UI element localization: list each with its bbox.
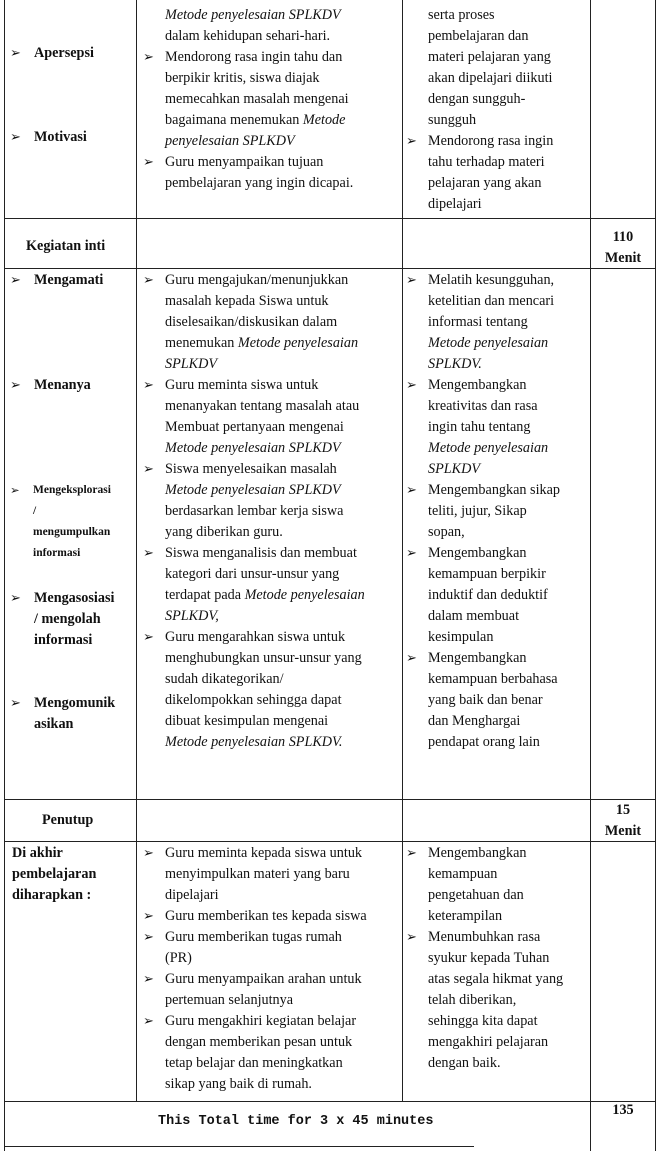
- phase-label: diharapkan :: [12, 887, 92, 903]
- text-segment: bagaimana menemukan: [165, 112, 303, 128]
- phase-label: informasi: [33, 547, 81, 559]
- text-line: [428, 990, 516, 1011]
- section-time-value: 15: [615, 802, 631, 818]
- text-line: [428, 26, 528, 47]
- arrow-bullet-icon: ➢: [143, 846, 154, 861]
- arrow-bullet-icon: ➢: [406, 651, 417, 666]
- arrow-bullet-icon: ➢: [143, 630, 154, 645]
- text-segment: SPLKDV: [165, 356, 218, 372]
- text-segment: terdapat pada: [165, 587, 245, 603]
- arrow-bullet-icon: ➢: [143, 273, 154, 288]
- text-line: [165, 173, 353, 194]
- text-segment: Mendorong rasa ingin: [428, 133, 554, 149]
- text-segment: pelajaran yang akan: [428, 175, 542, 191]
- text-segment: sopan,: [428, 524, 465, 540]
- text-line: [428, 1011, 538, 1032]
- text-segment: Guru meminta siswa untuk: [165, 377, 319, 393]
- text-line: [165, 1053, 343, 1074]
- text-line: [428, 690, 543, 711]
- row-divider: [4, 268, 656, 269]
- text-line: [165, 89, 349, 110]
- text-segment: SPLKDV: [428, 461, 481, 477]
- text-line: [165, 68, 319, 89]
- row-divider: [4, 799, 656, 800]
- text-segment: sungguh: [428, 112, 477, 128]
- text-line: [165, 1032, 352, 1053]
- text-line: [428, 459, 480, 480]
- text-line: [165, 864, 350, 885]
- text-segment: induktif dan deduktif: [428, 587, 548, 603]
- phase-label: mengumpulkan: [33, 526, 111, 538]
- arrow-bullet-icon: ➢: [406, 273, 417, 288]
- text-line: [165, 396, 359, 417]
- text-line: [428, 585, 548, 606]
- arrow-bullet-icon: ➢: [10, 273, 21, 288]
- text-segment: penyelesaian SPLKDV: [165, 133, 295, 149]
- text-segment: dibuat kesimpulan mengenai: [165, 713, 329, 729]
- table-left-border: [4, 0, 5, 1151]
- text-line: [165, 270, 348, 291]
- text-segment: pertemuan selanjutnya: [165, 992, 294, 1008]
- text-segment: Guru mengakhiri kegiatan belajar: [165, 1013, 357, 1029]
- text-line: [428, 89, 525, 110]
- text-segment: dengan sungguh-: [428, 91, 526, 107]
- text-segment: ingin tahu tentang: [428, 419, 531, 435]
- text-segment: Siswa menganalisis dan membuat: [165, 545, 357, 561]
- text-segment: Guru mengarahkan siswa untuk: [165, 629, 346, 645]
- text-segment: kategori dari unsur-unsur yang: [165, 566, 340, 582]
- arrow-bullet-icon: ➢: [10, 378, 21, 393]
- text-line: [165, 501, 343, 522]
- phase-label: Di akhir: [12, 845, 63, 861]
- text-segment: Metode penyelesaian: [244, 587, 365, 603]
- text-line: [165, 110, 345, 131]
- text-line: [428, 194, 482, 215]
- text-line: [165, 47, 342, 68]
- text-line: [428, 152, 545, 173]
- text-segment: dan Menghargai: [428, 713, 521, 729]
- text-segment: dengan memberikan pesan untuk: [165, 1034, 353, 1050]
- arrow-bullet-icon: ➢: [143, 972, 154, 987]
- text-line: [165, 312, 337, 333]
- arrow-bullet-icon: ➢: [143, 546, 154, 561]
- text-line: [165, 711, 328, 732]
- text-line: [428, 927, 540, 948]
- text-line: [428, 417, 530, 438]
- text-segment: Metode penyelesaian: [237, 335, 359, 351]
- text-segment: Guru menyampaikan arahan untuk: [165, 971, 362, 987]
- text-line: [165, 438, 341, 459]
- text-segment: pendapat orang lain: [428, 734, 540, 750]
- text-line: [428, 969, 563, 990]
- arrow-bullet-icon: ➢: [406, 930, 417, 945]
- text-segment: dipelajari: [428, 196, 482, 212]
- arrow-bullet-icon: ➢: [406, 378, 417, 393]
- text-segment: Menumbuhkan rasa: [428, 929, 541, 945]
- text-line: [165, 648, 362, 669]
- text-segment: akan dipelajari diikuti: [428, 70, 553, 86]
- text-segment: kemampuan: [428, 866, 498, 882]
- text-segment: dalam membuat: [428, 608, 520, 624]
- text-line: [428, 606, 519, 627]
- text-line: [428, 333, 548, 354]
- text-line: [428, 438, 548, 459]
- table-col-divider-2: [402, 0, 403, 1101]
- phase-label: Menanya: [34, 377, 91, 393]
- text-line: [165, 585, 365, 606]
- text-segment: Siswa menyelesaikan masalah: [165, 461, 337, 477]
- text-segment: keterampilan: [428, 908, 503, 924]
- total-time-label: This Total time for 3 x 45 minutes: [158, 1114, 434, 1129]
- text-segment: masalah kepada Siswa untuk: [165, 293, 329, 309]
- text-segment: informasi tentang: [428, 314, 528, 330]
- text-line: [165, 564, 339, 585]
- text-segment: Mengembangkan: [428, 650, 527, 666]
- text-segment: menanyakan tentang masalah atau: [165, 398, 360, 414]
- text-line: [165, 732, 342, 753]
- text-segment: Guru menyampaikan tujuan: [165, 154, 324, 170]
- text-line: [428, 711, 520, 732]
- text-line: [165, 606, 219, 627]
- text-segment: memecahkan masalah mengenai: [165, 91, 349, 107]
- text-line: [165, 5, 341, 26]
- text-line: [428, 1053, 501, 1074]
- text-line: [165, 354, 217, 375]
- text-segment: dipelajari: [165, 887, 219, 903]
- text-segment: Metode penyelesaian SPLKDV: [165, 7, 341, 23]
- text-line: [428, 396, 538, 417]
- row-divider: [4, 1101, 656, 1102]
- text-segment: SPLKDV,: [165, 608, 219, 624]
- text-segment: Metode penyelesaian SPLKDV.: [165, 734, 343, 750]
- arrow-bullet-icon: ➢: [10, 696, 21, 711]
- text-line: [428, 543, 527, 564]
- text-segment: menemukan: [165, 335, 238, 351]
- table-right-border: [655, 0, 656, 1151]
- text-segment: pembelajaran yang ingin dicapai.: [165, 175, 354, 191]
- arrow-bullet-icon: ➢: [406, 134, 417, 149]
- arrow-bullet-icon: ➢: [10, 591, 21, 606]
- phase-label: asikan: [34, 716, 74, 732]
- text-segment: kemampuan berbahasa: [428, 671, 558, 687]
- text-segment: kreativitas dan rasa: [428, 398, 538, 414]
- phase-label: /: [33, 505, 37, 517]
- text-line: [428, 522, 465, 543]
- phase-label: / mengolah: [34, 611, 101, 627]
- phase-label: Mengasosiasi: [34, 590, 115, 606]
- arrow-bullet-icon: ➢: [406, 546, 417, 561]
- text-segment: berdasarkan lembar kerja siswa: [165, 503, 344, 519]
- text-segment: Mengembangkan: [428, 377, 527, 393]
- text-line: [165, 885, 219, 906]
- text-segment: sikap yang baik di rumah.: [165, 1076, 312, 1092]
- arrow-bullet-icon: ➢: [406, 846, 417, 861]
- row-divider: [4, 841, 656, 842]
- text-segment: Mendorong rasa ingin tahu dan: [165, 49, 343, 65]
- text-line: [428, 173, 541, 194]
- text-line: [165, 948, 192, 969]
- text-segment: Metode penyelesaian SPLKDV: [165, 440, 341, 456]
- text-segment: berpikir kritis, siswa diajak: [165, 70, 320, 86]
- text-line: [165, 417, 344, 438]
- text-line: [165, 375, 318, 396]
- text-line: [428, 5, 495, 26]
- text-segment: sehingga kita dapat: [428, 1013, 538, 1029]
- text-segment: tahu terhadap materi: [428, 154, 545, 170]
- total-time-minutes: 135: [612, 1102, 634, 1118]
- phase-label: Apersepsi: [34, 45, 94, 61]
- text-segment: yang diberikan guru.: [165, 524, 283, 540]
- text-segment: Mengembangkan: [428, 545, 527, 561]
- text-line: [165, 969, 362, 990]
- text-line: [165, 627, 345, 648]
- text-line: [165, 543, 357, 564]
- text-segment: SPLKDV.: [428, 356, 482, 372]
- text-segment: Mengembangkan sikap: [428, 482, 560, 498]
- text-line: [428, 47, 551, 68]
- phase-label: Mengomunik: [34, 695, 116, 711]
- text-segment: serta proses: [428, 7, 495, 23]
- text-segment: pembelajaran dan: [428, 28, 529, 44]
- text-line: [428, 1032, 548, 1053]
- text-line: [165, 480, 341, 501]
- section-title-penutup: Penutup: [42, 812, 94, 828]
- text-line: [428, 732, 540, 753]
- text-line: [428, 885, 524, 906]
- text-segment: Metode penyelesaian SPLKDV: [165, 482, 341, 498]
- text-segment: diselesaikan/diskusikan dalam: [165, 314, 338, 330]
- arrow-bullet-icon: ➢: [143, 462, 154, 477]
- text-segment: Metode penyelesaian: [428, 440, 549, 456]
- text-line: [428, 480, 560, 501]
- text-line: [428, 948, 549, 969]
- text-segment: Guru meminta kepada siswa untuk: [165, 845, 363, 861]
- text-segment: Guru memberikan tes kepada siswa: [165, 908, 367, 924]
- text-line: [428, 375, 527, 396]
- text-segment: menghubungkan unsur-unsur yang: [165, 650, 362, 666]
- arrow-bullet-icon: ➢: [406, 483, 417, 498]
- text-line: [428, 312, 528, 333]
- phase-label: informasi: [34, 632, 93, 648]
- section-time-value: 110: [612, 229, 634, 245]
- text-segment: telah diberikan,: [428, 992, 517, 1008]
- phase-label: pembelajaran: [12, 866, 97, 882]
- text-line: [428, 669, 558, 690]
- text-line: [428, 270, 554, 291]
- text-line: [428, 291, 554, 312]
- text-segment: sudah dikategorikan/: [165, 671, 284, 687]
- text-line: [428, 648, 527, 669]
- text-segment: Metode: [302, 112, 346, 128]
- text-line: [428, 906, 502, 927]
- text-line: [428, 627, 493, 648]
- bottom-rule: [4, 1146, 474, 1147]
- arrow-bullet-icon: ➢: [143, 50, 154, 65]
- text-segment: Metode penyelesaian: [428, 335, 549, 351]
- text-segment: ketelitian dan mencari: [428, 293, 555, 309]
- text-line: [165, 690, 342, 711]
- text-segment: materi pelajaran yang: [428, 49, 551, 65]
- text-segment: syukur kepada Tuhan: [428, 950, 550, 966]
- arrow-bullet-icon: ➢: [143, 909, 154, 924]
- text-segment: Mengembangkan: [428, 845, 527, 861]
- text-segment: (PR): [165, 950, 192, 966]
- phase-label: Mengamati: [34, 272, 104, 288]
- arrow-bullet-icon: ➢: [10, 130, 21, 145]
- text-segment: dikelompokkan sehingga dapat: [165, 692, 342, 708]
- text-line: [165, 906, 367, 927]
- arrow-bullet-icon: ➢: [143, 378, 154, 393]
- text-line: [165, 291, 329, 312]
- text-line: [165, 1011, 356, 1032]
- text-segment: Melatih kesungguhan,: [428, 272, 555, 288]
- arrow-bullet-icon: ➢: [143, 1014, 154, 1029]
- text-segment: menyimpulkan materi yang baru: [165, 866, 350, 882]
- text-line: [165, 843, 362, 864]
- text-segment: kemampuan berpikir: [428, 566, 546, 582]
- arrow-bullet-icon: ➢: [10, 483, 20, 497]
- text-line: [428, 131, 553, 152]
- arrow-bullet-icon: ➢: [143, 155, 154, 170]
- text-line: [428, 501, 527, 522]
- text-line: [165, 522, 283, 543]
- text-line: [165, 459, 337, 480]
- text-line: [428, 354, 482, 375]
- text-segment: mengakhiri pelajaran: [428, 1034, 549, 1050]
- text-line: [165, 990, 293, 1011]
- section-time-unit: Menit: [604, 250, 642, 266]
- text-line: [165, 131, 295, 152]
- text-line: [165, 669, 284, 690]
- text-segment: Guru memberikan tugas rumah: [165, 929, 342, 945]
- text-line: [165, 152, 323, 173]
- phase-label: Mengeksplorasi: [33, 484, 111, 496]
- arrow-bullet-icon: ➢: [10, 46, 21, 61]
- text-segment: tetap belajar dan meningkatkan: [165, 1055, 343, 1071]
- text-line: [428, 110, 476, 131]
- phase-label: Motivasi: [34, 129, 87, 145]
- table-col-divider-3: [590, 0, 591, 1151]
- text-line: [165, 1074, 312, 1095]
- text-line: [428, 68, 553, 89]
- text-line: [428, 564, 546, 585]
- table-col-divider-1: [136, 0, 137, 1101]
- text-segment: pengetahuan dan: [428, 887, 524, 903]
- text-segment: dalam kehidupan sehari-hari.: [165, 28, 331, 44]
- text-line: [165, 26, 330, 47]
- text-line: [165, 333, 358, 354]
- text-segment: dengan baik.: [428, 1055, 501, 1071]
- text-segment: teliti, jujur, Sikap: [428, 503, 527, 519]
- text-segment: kesimpulan: [428, 629, 494, 645]
- text-line: [165, 927, 342, 948]
- section-time-unit: Menit: [604, 823, 642, 839]
- text-line: [428, 864, 497, 885]
- text-segment: Membuat pertanyaan mengenai: [165, 419, 344, 435]
- text-segment: yang baik dan benar: [428, 692, 543, 708]
- section-title-kegiatan-inti: Kegiatan inti: [26, 238, 106, 254]
- text-line: [428, 843, 527, 864]
- text-segment: Guru mengajukan/menunjukkan: [165, 272, 349, 288]
- row-divider: [4, 218, 656, 219]
- text-segment: atas segala hikmat yang: [428, 971, 564, 987]
- arrow-bullet-icon: ➢: [143, 930, 154, 945]
